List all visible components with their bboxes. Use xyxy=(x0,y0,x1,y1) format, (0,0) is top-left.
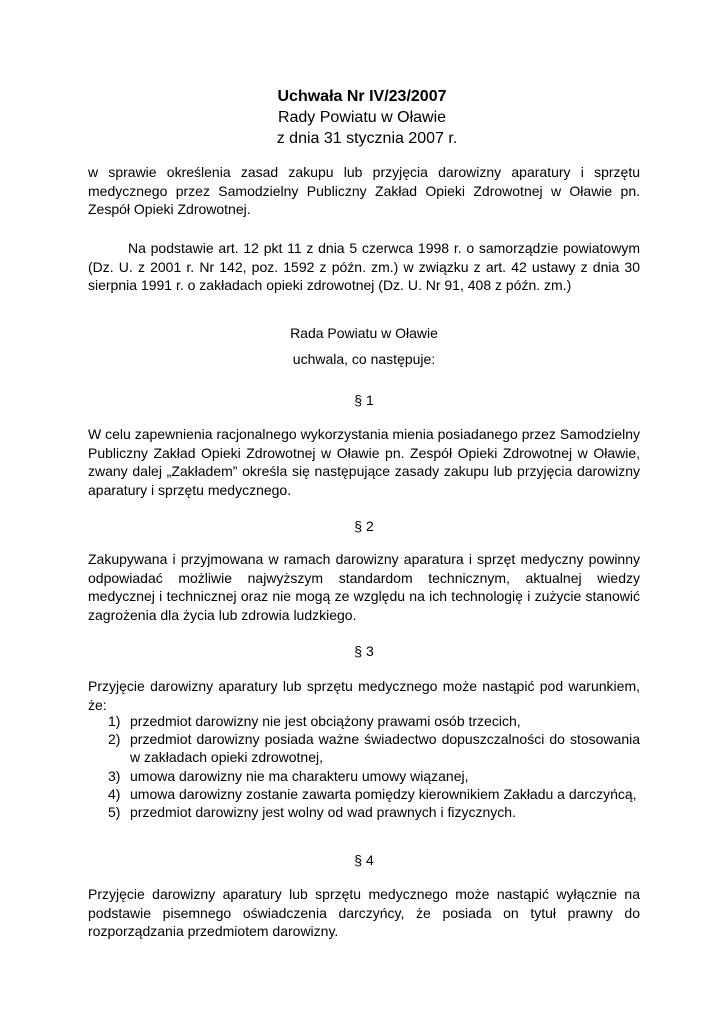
list-item xyxy=(88,730,640,766)
resolves-line: uchwala, co następuje: xyxy=(292,351,436,367)
resolution-subject: w sprawie określenia zasad zakupu lub przyjęcia darowizny aparatury i sprzętu medycznego przez Samodzielny Publiczny Zakład Opieki Zdrowotnej w Oławie pn. Zespół Opieki Zdrowotnej. xyxy=(88,164,640,217)
resolution-council: Rady Powiatu w Oławie xyxy=(277,109,447,126)
list-item-text: przedmiot darowizny jest wolny od wad prawnych i fizycznych. xyxy=(130,804,516,821)
list-item-number: 3) xyxy=(108,767,121,784)
list-item-text: przedmiot darowizny nie jest obciążony prawami osób trzecich, xyxy=(130,713,521,729)
list-item-text: umowa darowizny zostanie zawarta pomiędzy kierownikiem Zakładu a darczyńcą, xyxy=(130,785,637,802)
section-mark-3: § 3 xyxy=(354,643,374,659)
list-item-number: 5) xyxy=(108,804,121,821)
list-item xyxy=(88,803,640,821)
section-text-2: Zakupywana i przyjmowana w ramach darowizny aparatura i sprzęt medyczny powinny odpowiadać możliwie najwyższym standardom technicznym, aktualnej wiedzy medycznej i technicznej oraz nie mogą ze względu na ich technologię i zużycie stanowić zagrożenia dla życia lub zdrowia ludzkiego. xyxy=(88,551,640,623)
list-item xyxy=(88,785,640,803)
list-item-text: przedmiot darowizny posiada ważne świadectwo dopuszczalności do stosowania w zakładach opieki zdrowotnej, xyxy=(130,731,640,766)
resolution-title: Uchwała Nr IV/23/2007 xyxy=(277,88,447,105)
list-item xyxy=(88,767,640,785)
legal-basis: Na podstawie art. 12 pkt 11 z dnia 5 czerwca 1998 r. o samorządzie powiatowym (Dz. U. z 2001 r. Nr 142, poz. 1592 z późn. zm.) w związku z art. 42 ustawy z dnia 30 sierpnia 1991 r. o zakładach opieki zdrowotnej (Dz. U. Nr 91, 408 z późn. zm.) xyxy=(88,240,640,293)
council-name: Rada Powiatu w Oławie xyxy=(290,325,438,341)
section-text-1: W celu zapewnienia racjonalnego wykorzystania mienia posiadanego przez Samodzielny Publiczny Zakład Opieki Zdrowotnej w Oławie pn. Zespół Opieki Zdrowotnej w Oławie, zwany dalej „Zakładem” określa się następujące zasady zakupu lub przyjęcia darowizny aparatury i sprzętu medycznego. xyxy=(88,426,640,498)
resolution-header xyxy=(0,86,724,149)
conditions-list xyxy=(88,712,640,821)
list-item-number: 4) xyxy=(108,785,121,802)
resolution-date: z dnia 31 stycznia 2007 r. xyxy=(276,130,458,147)
list-item-number: 2) xyxy=(108,731,121,748)
list-item xyxy=(88,712,640,730)
section-mark-2: § 2 xyxy=(354,518,374,534)
section-text-3: Przyjęcie darowizny aparatury lub sprzętu medycznego może nastąpić pod warunkiem, że: xyxy=(88,678,640,713)
list-item-number: 1) xyxy=(108,713,121,729)
list-item-text: umowa darowizny nie ma charakteru umowy wiązanej, xyxy=(130,767,469,784)
section-mark-4: § 4 xyxy=(354,852,374,868)
section-text-4: Przyjęcie darowizny aparatury lub sprzętu medycznego może nastąpić wyłącznie na podstawie pisemnego oświadczenia darczyńcy, że posiada on tytuł prawny do rozporządzania przedmiotem darowizny. xyxy=(88,886,640,939)
section-mark-1: § 1 xyxy=(354,392,374,408)
